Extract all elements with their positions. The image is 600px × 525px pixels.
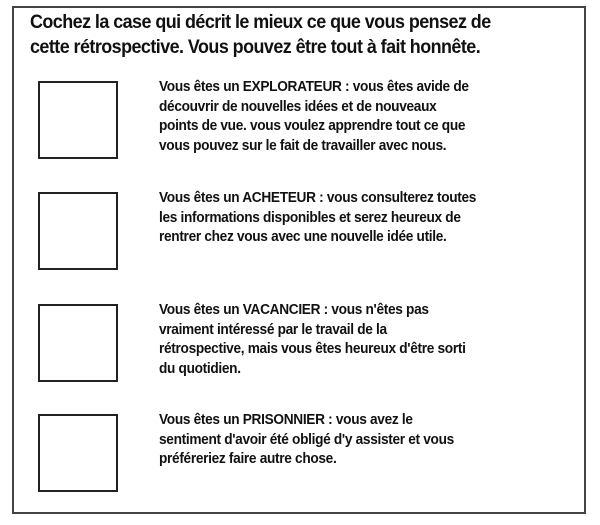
- option-line: Vous êtes un EXPLORATEUR : vous êtes avide de: [159, 78, 469, 95]
- option-description: [159, 188, 476, 247]
- option-line: vous pouvez sur le fait de travailler avec nous.: [159, 136, 447, 154]
- option-line: rentrer chez vous avec une nouvelle idée utile.: [159, 228, 447, 246]
- option-line: rétrospective, mais vous êtes heureux d'être sorti: [159, 340, 466, 358]
- option-description: [159, 410, 454, 469]
- checkbox-vacancier[interactable]: [38, 304, 118, 382]
- option-line: préféreriez faire autre chose.: [159, 450, 337, 468]
- option-line: vraiment intéressé par le travail de la: [159, 320, 387, 338]
- heading-line: Cochez la case qui décrit le mieux ce que vous pensez de: [30, 11, 491, 33]
- option-acheteur: [38, 189, 578, 272]
- option-line: Vous êtes un ACHETEUR : vous consulterez toutes: [159, 189, 477, 206]
- option-line: Vous êtes un PRISONNIER : vous avez le: [159, 411, 413, 428]
- option-line: découvrir de nouvelles idées et de nouveaux: [159, 97, 437, 115]
- checkbox-acheteur[interactable]: [38, 192, 118, 270]
- option-vacancier: [38, 301, 578, 384]
- option-line: Vous êtes un VACANCIER : vous n'êtes pas: [159, 301, 429, 318]
- option-line: du quotidien.: [159, 359, 241, 377]
- option-prisonnier: [38, 411, 578, 494]
- heading-line: cette rétrospective. Vous pouvez être tout à fait honnête.: [30, 36, 481, 58]
- form-heading: [30, 10, 541, 60]
- option-description: [159, 300, 466, 378]
- option-line: sentiment d'avoir été obligé d'y assister et vous: [159, 430, 454, 448]
- option-line: les informations disponibles et serez heureux de: [159, 208, 461, 226]
- checkbox-explorateur[interactable]: [38, 81, 118, 159]
- checkbox-prisonnier[interactable]: [38, 414, 118, 492]
- option-explorateur: [38, 78, 578, 161]
- option-description: [159, 77, 469, 155]
- option-line: points de vue. vous voulez apprendre tout ce que: [159, 117, 466, 135]
